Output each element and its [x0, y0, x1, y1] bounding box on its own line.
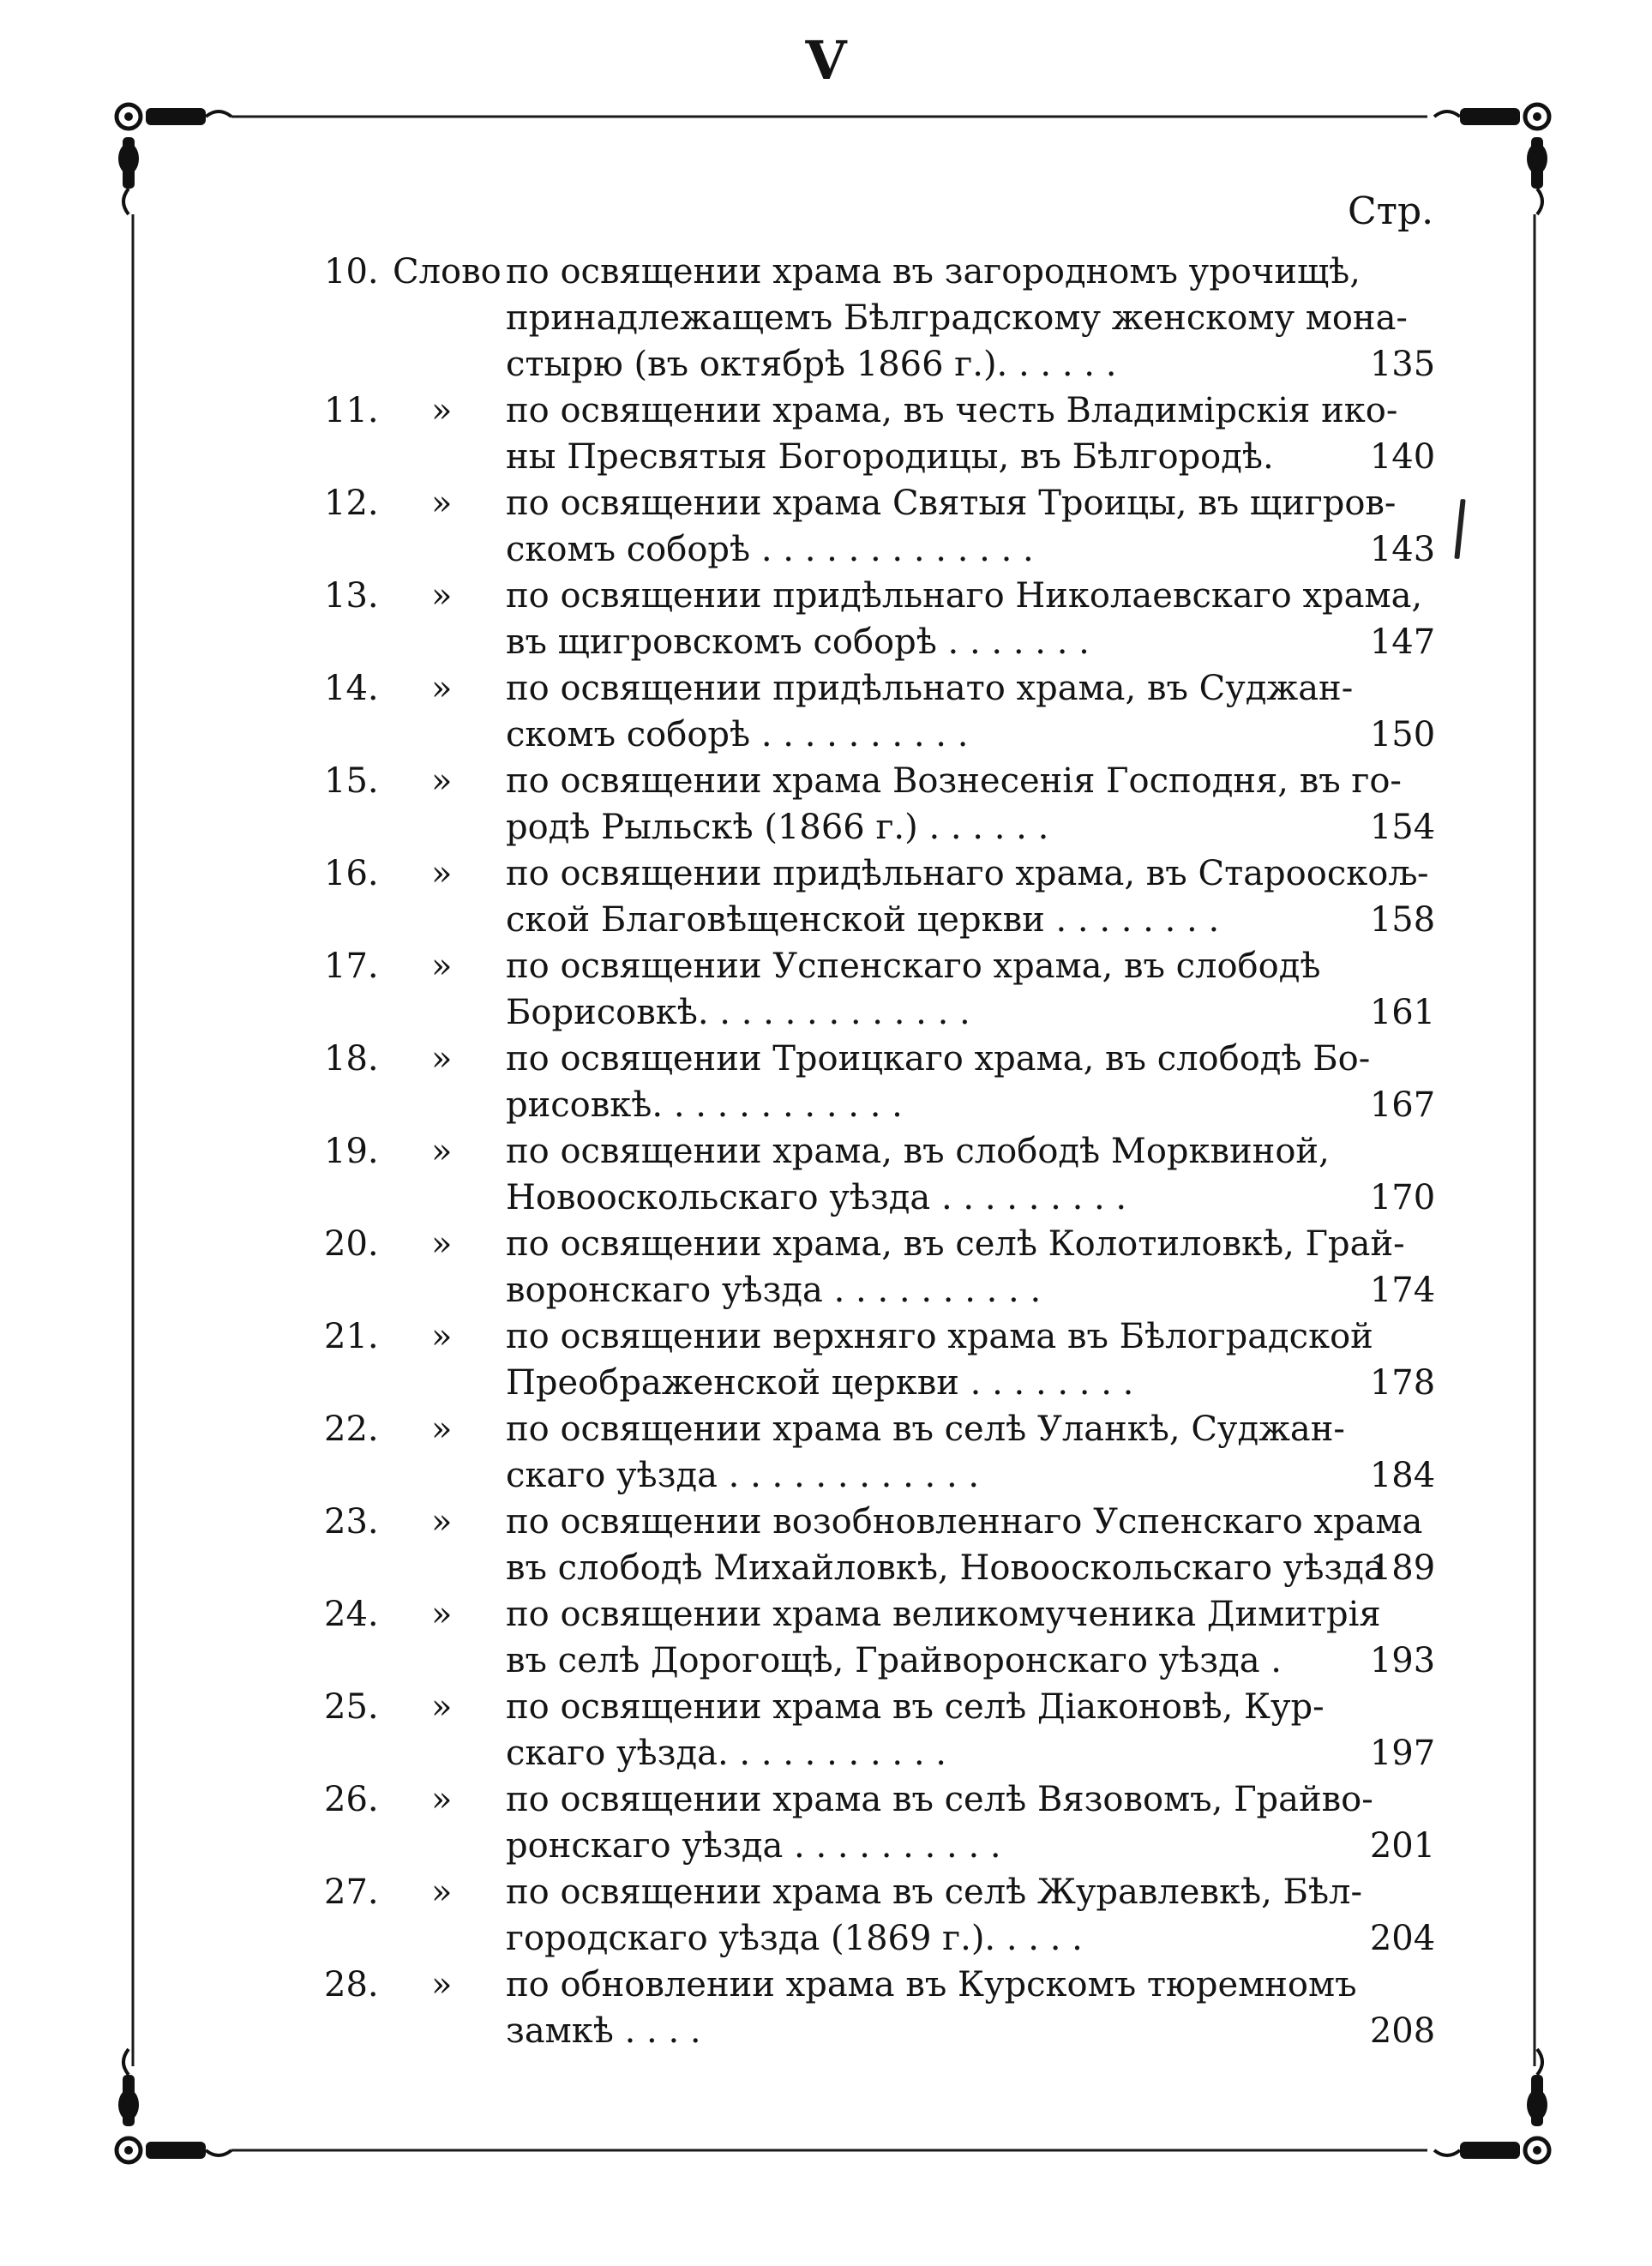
entry-title — [506, 388, 1398, 480]
entry-page: 189 — [1369, 1548, 1436, 1588]
ditto-mark: » — [431, 1872, 453, 1912]
entry-page: 167 — [1369, 1085, 1436, 1125]
ditto-mark: » — [431, 1132, 453, 1171]
ditto-mark: » — [431, 1965, 453, 2005]
entry-line: городскаго уѣзда (1869 г.). . . . . — [506, 1919, 1083, 1958]
entry-line: родѣ Рыльскѣ (1866 г.) . . . . . . — [506, 808, 1049, 847]
entry-line: Преображенской церкви . . . . . . . . — [506, 1363, 1134, 1403]
toc-entry — [0, 758, 1652, 851]
entry-line: по освящении возобновленнаго Успенскаго храма — [506, 1502, 1423, 1542]
entry-page: 208 — [1369, 2011, 1436, 2051]
entry-line: по освящении храма, въ слободѣ Морквиной, — [506, 1132, 1330, 1171]
entry-line: стырю (въ октябрѣ 1866 г.). . . . . . — [506, 345, 1117, 384]
entry-line: по освящении Успенскаго храма, въ слободѣ — [506, 947, 1321, 986]
entry-line: въ селѣ Дорогощѣ, Грайворонскаго уѣзда . — [506, 1641, 1282, 1680]
toc-entry — [0, 1684, 1652, 1776]
toc-entry — [0, 388, 1652, 480]
entry-page: 154 — [1369, 808, 1436, 847]
toc-entry — [0, 943, 1652, 1036]
entry-line: по освящении придѣльнаго Николаевскаго храма, — [506, 576, 1423, 616]
entry-title — [506, 1962, 1357, 2054]
entry-page: 170 — [1369, 1178, 1436, 1217]
entry-number: 20. — [324, 1224, 379, 1264]
entry-line: въ щигровскомъ соборѣ . . . . . . . — [506, 622, 1090, 662]
entry-page: 174 — [1369, 1271, 1436, 1310]
entry-line: замкѣ . . . . — [506, 2011, 701, 2051]
entry-line: по освящении храма великомученика Димитрія — [506, 1595, 1381, 1634]
ditto-mark: » — [431, 854, 453, 893]
entry-line: ронскаго уѣзда . . . . . . . . . . — [506, 1826, 1001, 1866]
entry-line: по освящении придѣльнато храма, въ Суджан- — [506, 669, 1354, 708]
entry-line: по освящении храма, въ честь Владимірскія ико- — [506, 391, 1398, 430]
entry-page: 158 — [1369, 900, 1436, 940]
toc-entry — [0, 1499, 1652, 1591]
toc-entry — [0, 1406, 1652, 1499]
entry-line: по освящении придѣльнаго храма, въ Старооскољ- — [506, 854, 1429, 893]
ditto-mark: » — [431, 1595, 453, 1634]
entry-page: 135 — [1369, 345, 1436, 384]
toc-entry — [0, 1962, 1652, 2054]
entry-line: скаго уѣзда. . . . . . . . . . . — [506, 1734, 946, 1773]
entry-line: по освящении храма, въ селѣ Колотиловкѣ, Грай- — [506, 1224, 1405, 1264]
toc-entry — [0, 1221, 1652, 1313]
entry-line: принадлежащемъ Бѣлградскому женскому мона- — [506, 298, 1408, 338]
ditto-mark: » — [431, 1224, 453, 1264]
ditto-mark: » — [431, 576, 453, 616]
corner-ornament-icon — [1434, 2049, 1549, 2162]
entry-page: 193 — [1369, 1641, 1436, 1680]
entry-number: 10. — [324, 252, 379, 292]
entry-page: 161 — [1369, 993, 1436, 1032]
entry-number: 16. — [324, 854, 379, 893]
entry-line: скаго уѣзда . . . . . . . . . . . . — [506, 1456, 980, 1495]
entry-page: 178 — [1369, 1363, 1436, 1403]
entry-title — [506, 480, 1397, 573]
entry-line: воронскаго уѣзда . . . . . . . . . . — [506, 1271, 1042, 1310]
entry-number: 18. — [324, 1039, 379, 1079]
toc-entry — [0, 1036, 1652, 1128]
ditto-mark: » — [431, 669, 453, 708]
entry-line: по освящении храма въ селѣ Журавлевкѣ, Бѣл- — [506, 1872, 1362, 1912]
entry-lead-word: Слово — [393, 252, 502, 292]
entry-number: 13. — [324, 576, 379, 616]
page-number: V — [805, 29, 847, 92]
entry-line: по освящении храма Святыя Троицы, въ щигров- — [506, 484, 1397, 523]
ditto-mark: » — [431, 947, 453, 986]
entry-title — [506, 1406, 1345, 1499]
entry-number: 26. — [324, 1780, 379, 1819]
ditto-mark: » — [431, 1039, 453, 1079]
ditto-mark: » — [431, 1780, 453, 1819]
entry-number: 27. — [324, 1872, 379, 1912]
entry-number: 14. — [324, 669, 379, 708]
entry-title — [506, 1036, 1371, 1128]
toc-entry — [0, 1869, 1652, 1962]
entry-title — [506, 1128, 1336, 1221]
entry-number: 15. — [324, 761, 379, 801]
entry-title — [506, 943, 1336, 1036]
entry-line: скомъ соборѣ . . . . . . . . . . — [506, 715, 969, 754]
entry-page: 201 — [1369, 1826, 1436, 1866]
ditto-mark: » — [431, 484, 453, 523]
entry-number: 23. — [324, 1502, 379, 1542]
toc-entry — [0, 249, 1652, 384]
entry-line: по освящении верхняго храма въ Бѣлоградской — [506, 1317, 1373, 1356]
entry-line: по освящении храма въ селѣ Діаконовѣ, Кур- — [506, 1687, 1325, 1727]
entry-number: 17. — [324, 947, 379, 986]
entry-line: Борисовкѣ. . . . . . . . . . . . . — [506, 993, 970, 1032]
entry-title — [506, 1684, 1336, 1776]
entry-page: 184 — [1369, 1456, 1436, 1495]
entry-number: 21. — [324, 1317, 379, 1356]
entry-number: 28. — [324, 1965, 379, 2005]
ditto-mark: » — [431, 1317, 453, 1356]
entry-line: ской Благовѣщенской церкви . . . . . . . . — [506, 900, 1220, 940]
toc-entry — [0, 1591, 1652, 1684]
corner-ornament-icon — [1434, 105, 1549, 214]
entry-page: 143 — [1369, 530, 1436, 569]
toc-entry — [0, 573, 1652, 665]
entry-title — [506, 665, 1354, 758]
entry-number: 25. — [324, 1687, 379, 1727]
ditto-mark: » — [431, 1502, 453, 1542]
entry-line: по обновлении храма въ Курскомъ тюремномъ — [506, 1965, 1357, 2005]
entry-number: 11. — [324, 391, 379, 430]
entry-page: 150 — [1369, 715, 1436, 754]
entry-number: 19. — [324, 1132, 379, 1171]
entry-title — [506, 758, 1402, 851]
toc-entry — [0, 851, 1652, 943]
entry-number: 12. — [324, 484, 379, 523]
ditto-mark: » — [431, 1409, 453, 1449]
entry-line: по освящении храма въ загородномъ урочищѣ, — [506, 252, 1361, 292]
entry-line: по освящении храма Вознесенія Господня, въ го- — [506, 761, 1402, 801]
entry-number: 24. — [324, 1595, 379, 1634]
toc-entry — [0, 480, 1652, 573]
entry-page: 147 — [1369, 622, 1436, 662]
entry-title — [506, 1776, 1373, 1869]
toc-entry — [0, 665, 1652, 758]
corner-ornament-icon — [117, 105, 231, 214]
entry-line: рисовкѣ. . . . . . . . . . . . — [506, 1085, 903, 1125]
toc-entry — [0, 1128, 1652, 1221]
entry-line: Новооскольскаго уѣзда . . . . . . . . . — [506, 1178, 1127, 1217]
entry-title — [506, 1313, 1373, 1406]
ditto-mark: » — [431, 391, 453, 430]
entry-title — [506, 1869, 1362, 1962]
ditto-mark: » — [431, 761, 453, 801]
toc-entry — [0, 1313, 1652, 1406]
entry-line: ны Пресвятыя Богородицы, въ Бѣлгородѣ. — [506, 437, 1274, 477]
entry-number: 22. — [324, 1409, 379, 1449]
entry-page: 197 — [1369, 1734, 1436, 1773]
entry-line: по освящении храма въ селѣ Уланкѣ, Суджан- — [506, 1409, 1345, 1449]
toc-entry — [0, 1776, 1652, 1869]
entry-line: по освящении Троицкаго храма, въ слободѣ Бо- — [506, 1039, 1371, 1079]
entry-page: 140 — [1369, 437, 1436, 477]
entry-line: по освящении храма въ селѣ Вязовомъ, Грайво- — [506, 1780, 1373, 1819]
entry-page: 204 — [1369, 1919, 1436, 1958]
entry-title — [506, 1591, 1381, 1684]
entry-line: скомъ соборѣ . . . . . . . . . . . . . — [506, 530, 1034, 569]
ditto-mark: » — [431, 1687, 453, 1727]
entry-line: въ слободѣ Михайловкѣ, Новооскольскаго уѣзда — [506, 1548, 1385, 1588]
page-column-header: Стр. — [1348, 189, 1434, 233]
